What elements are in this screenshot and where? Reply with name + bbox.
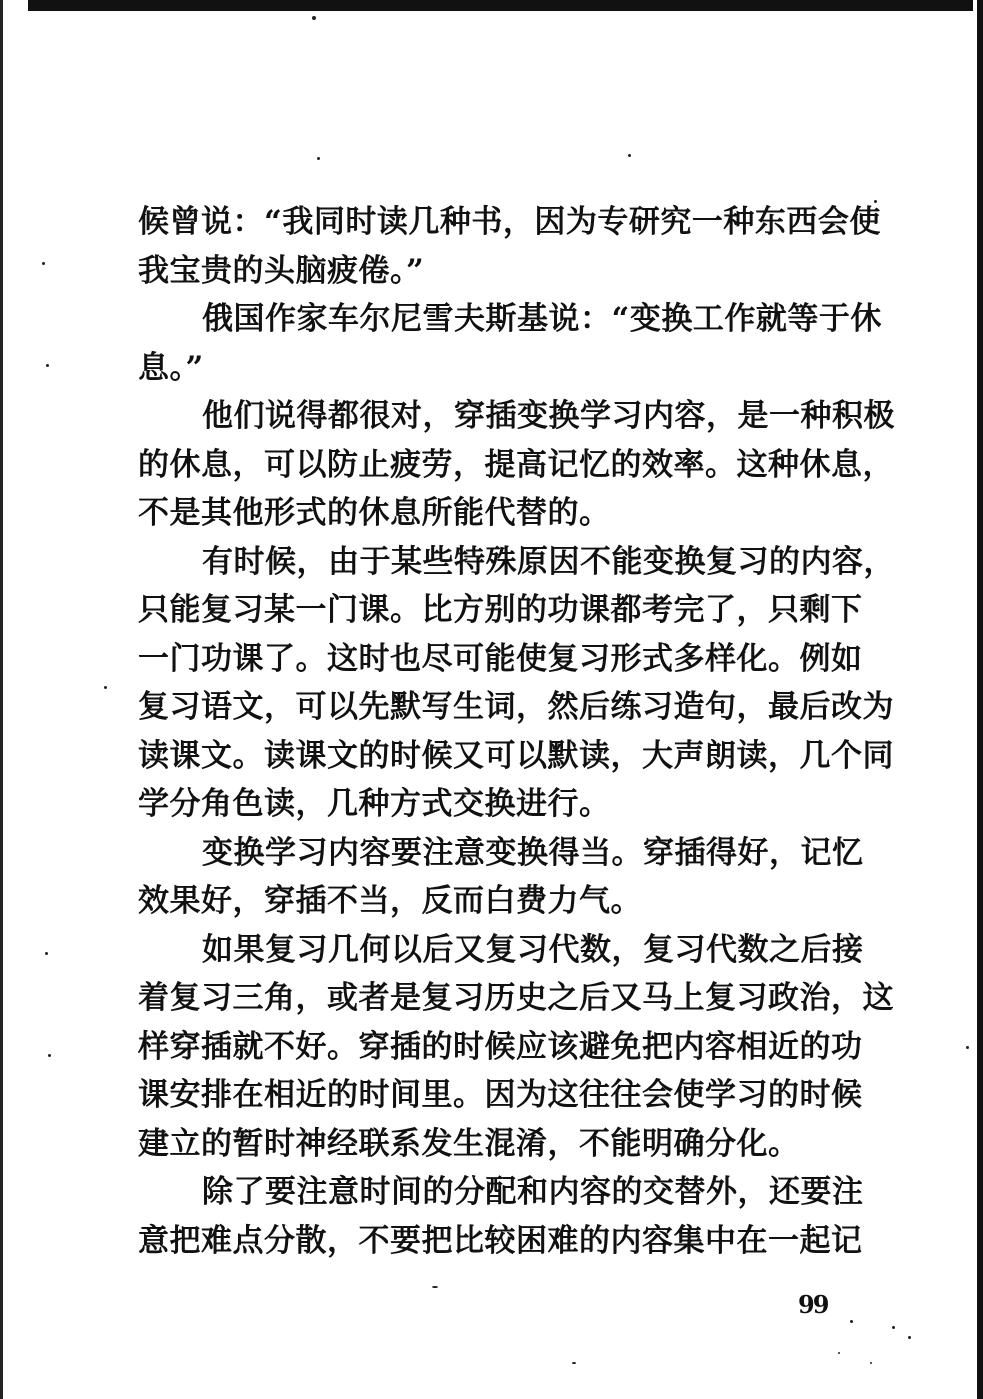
scan-speck (48, 1054, 51, 1057)
text-line: 我宝贵的头脑疲倦。” (138, 252, 425, 289)
paragraph-start-line: 变换学习内容要注意变换得当。穿插得好，记忆 (202, 834, 864, 871)
text-line: 候曾说：“我同时读几种书，因为专研究一种东西会使 (138, 204, 881, 240)
body-text (138, 198, 895, 1265)
page-number: 99 (798, 1290, 828, 1319)
text-line: 一门功课了。这时也尽可能使复习形式多样化。例如 (138, 640, 863, 677)
scan-top-border (28, 0, 973, 11)
scan-speck (312, 16, 316, 20)
scan-right-edge (977, 0, 983, 1399)
scan-speck (850, 1320, 853, 1323)
text-line: 意把难点分散，不要把比较困难的内容集中在一起记 (138, 1222, 863, 1259)
scan-speck (46, 364, 49, 367)
text-line: 息。” (138, 349, 204, 386)
paragraph-start-line: 他们说得都很对，穿插变换学习内容，是一种积极 (202, 398, 895, 434)
scan-speck (870, 1362, 872, 1364)
paragraph-start-line: 除了要注意时间的分配和内容的交替外，还要注 (202, 1174, 864, 1210)
scan-speck (874, 200, 877, 203)
text-line: 样穿插就不好。穿插的时候应该避免把内容相近的功 (138, 1028, 863, 1065)
text-line: 只能复习某一门课。比方别的功课都考完了，只剩下 (138, 592, 863, 628)
scan-speck (104, 686, 107, 689)
text-line: 不是其他形式的休息所能代替的。 (138, 495, 611, 531)
scan-speck (432, 1286, 438, 1288)
text-line: 着复习三角，或者是复习历史之后又马上复习政治，这 (138, 980, 894, 1016)
scan-speck (42, 262, 45, 265)
text-line: 复习语文，可以先默写生词，然后练习造句，最后改为 (138, 689, 894, 725)
scan-speck (838, 1352, 840, 1354)
text-line: 学分角色读，几种方式交换进行。 (138, 786, 611, 822)
text-line: 课安排在相近的时间里。因为这往往会使学习的时候 (138, 1077, 863, 1113)
scan-speck (572, 1362, 576, 1364)
paragraph-start-line: 如果复习几何以后又复习代数，复习代数之后接 (202, 931, 864, 968)
scan-speck (966, 1046, 969, 1049)
text-line: 的休息，可以防止疲劳，提高记忆的效率。这种休息， (138, 446, 894, 483)
text-line: 建立的暂时神经联系发生混淆，不能明确分化。 (138, 1125, 800, 1162)
scan-speck (908, 1336, 911, 1339)
scan-speck (317, 157, 320, 160)
paragraph-start-line: 有时候，由于某些特殊原因不能变换复习的内容， (202, 543, 895, 580)
text-line: 效果好，穿插不当，反而白费力气。 (138, 883, 642, 919)
scan-speck (45, 952, 48, 955)
scan-left-edge (0, 0, 3, 1399)
scan-speck (628, 154, 631, 157)
scan-speck (892, 1326, 895, 1329)
paragraph-start-line: 俄国作家车尔尼雪夫斯基说：“变换工作就等于休 (202, 301, 882, 337)
text-line: 读课文。读课文的时候又可以默读，大声朗读，几个同 (138, 737, 894, 774)
